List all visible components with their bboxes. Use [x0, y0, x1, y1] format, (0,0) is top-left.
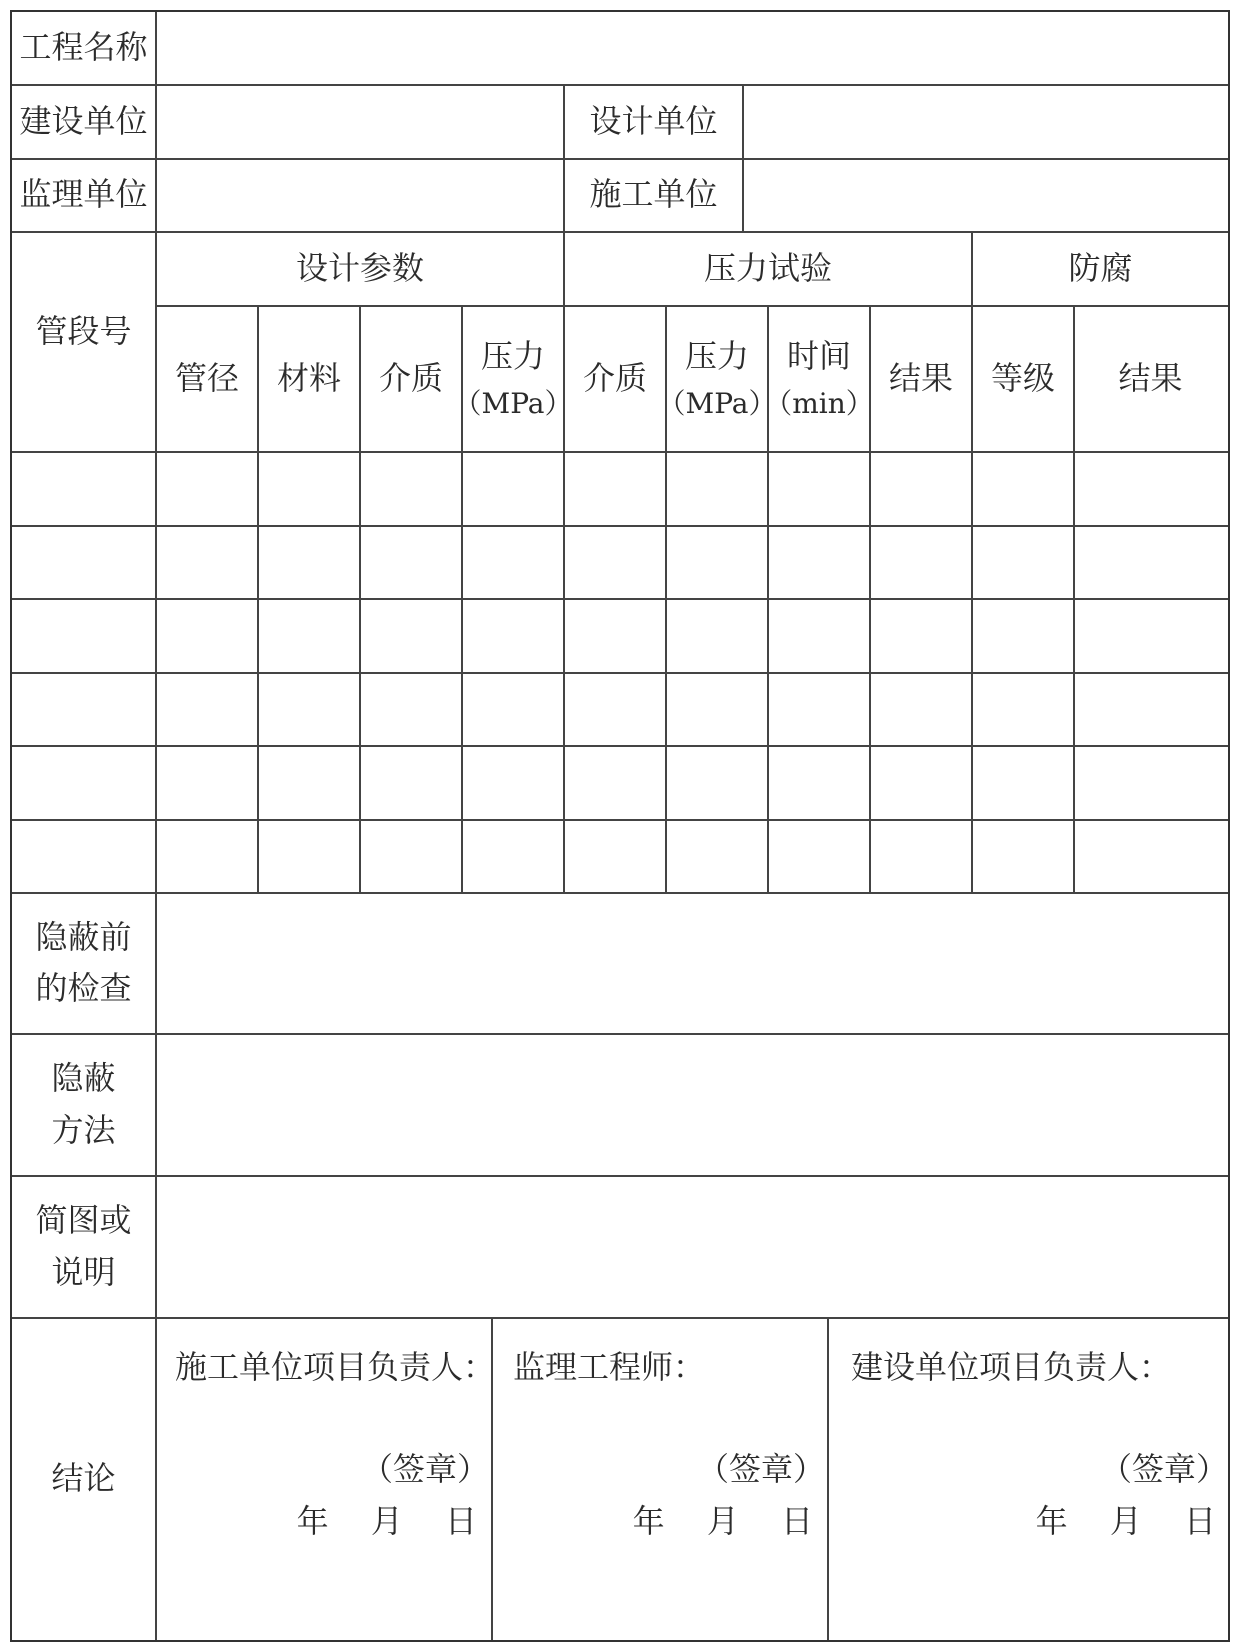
method-label-line1: 隐蔽	[51, 1059, 116, 1098]
column-header	[764, 306, 874, 451]
builder-field[interactable]	[157, 85, 563, 158]
table-cell[interactable]	[565, 452, 665, 525]
table-cell[interactable]	[871, 673, 971, 745]
method-label-line2: 方法	[51, 1110, 116, 1149]
signer-date: 年 月 日	[296, 1502, 477, 1540]
signer-date: 年 月 日	[632, 1502, 813, 1540]
table-cell[interactable]	[973, 820, 1073, 892]
table-cell[interactable]	[871, 452, 971, 525]
table-cell[interactable]	[769, 746, 869, 819]
column-header	[565, 306, 665, 451]
signer-title: 监理工程师：	[513, 1348, 706, 1386]
table-cell[interactable]	[871, 526, 971, 598]
column-header	[657, 306, 777, 451]
anticorrosion-header: 防腐	[1068, 248, 1133, 287]
column-header-line1: 时间	[787, 336, 852, 375]
table-cell[interactable]	[361, 673, 461, 745]
sketch-label	[12, 1176, 155, 1317]
table-cell[interactable]	[361, 746, 461, 819]
table-cell[interactable]	[667, 673, 767, 745]
column-header	[1075, 306, 1226, 451]
signer-title: 建设单位项目负责人：	[851, 1348, 1172, 1386]
table-cell[interactable]	[259, 820, 359, 892]
sketch-field[interactable]	[157, 1176, 1228, 1317]
table-cell[interactable]	[565, 599, 665, 672]
signer-block-builder[interactable]	[829, 1318, 1228, 1640]
segment-cell[interactable]	[12, 599, 155, 672]
conclusion-label: 结论	[51, 1459, 116, 1498]
table-cell[interactable]	[463, 599, 563, 672]
table-cell[interactable]	[871, 746, 971, 819]
signer-seal: （签章）	[696, 1450, 825, 1488]
table-cell[interactable]	[1075, 599, 1226, 672]
pipe-concealment-record-form	[10, 10, 1230, 1642]
table-cell[interactable]	[973, 452, 1073, 525]
table-cell[interactable]	[463, 673, 563, 745]
table-cell[interactable]	[973, 526, 1073, 598]
table-cell[interactable]	[1075, 746, 1226, 819]
designer-field[interactable]	[744, 85, 1228, 158]
segment-cell[interactable]	[12, 673, 155, 745]
table-cell[interactable]	[973, 599, 1073, 672]
segment-cell[interactable]	[12, 746, 155, 819]
table-cell[interactable]	[667, 452, 767, 525]
designer-label: 设计单位	[589, 101, 718, 140]
pre-check-field[interactable]	[157, 893, 1228, 1033]
column-header	[871, 306, 971, 451]
table-cell[interactable]	[667, 820, 767, 892]
table-cell[interactable]	[259, 599, 359, 672]
method-field[interactable]	[157, 1034, 1228, 1175]
table-cell[interactable]	[973, 746, 1073, 819]
table-cell[interactable]	[157, 452, 257, 525]
table-cell[interactable]	[361, 599, 461, 672]
constructor-field[interactable]	[744, 159, 1228, 231]
table-cell[interactable]	[259, 452, 359, 525]
design-params-header: 设计参数	[295, 248, 424, 287]
column-header-line1: 压力	[481, 336, 546, 375]
segment-header: 管段号	[35, 311, 132, 350]
column-header-line1: 压力	[685, 336, 750, 375]
sketch-label-line2: 说明	[51, 1252, 116, 1291]
project-name-label: 工程名称	[19, 28, 148, 67]
table-cell[interactable]	[157, 746, 257, 819]
table-cell[interactable]	[157, 526, 257, 598]
signer-title: 施工单位项目负责人：	[175, 1348, 496, 1386]
signer-seal: （签章）	[1099, 1450, 1228, 1488]
column-header	[157, 306, 257, 451]
table-cell[interactable]	[157, 673, 257, 745]
table-cell[interactable]	[667, 746, 767, 819]
column-header	[361, 306, 461, 451]
table-cell[interactable]	[769, 599, 869, 672]
table-cell[interactable]	[463, 452, 563, 525]
table-cell[interactable]	[259, 526, 359, 598]
table-cell[interactable]	[565, 673, 665, 745]
table-cell[interactable]	[259, 746, 359, 819]
column-header	[973, 306, 1073, 451]
column-header-line1: 等级	[990, 358, 1055, 397]
builder-label: 建设单位	[19, 101, 148, 140]
table-cell[interactable]	[259, 673, 359, 745]
table-cell[interactable]	[565, 526, 665, 598]
table-cell[interactable]	[565, 820, 665, 892]
table-cell[interactable]	[973, 673, 1073, 745]
supervisor-field[interactable]	[157, 159, 563, 231]
segment-cell[interactable]	[12, 526, 155, 598]
table-cell[interactable]	[361, 820, 461, 892]
pre-check-label-line1: 隐蔽前	[35, 917, 132, 956]
column-header-line1: 介质	[378, 358, 443, 397]
table-cell[interactable]	[1075, 452, 1226, 525]
column-header-line1: 管径	[174, 358, 239, 397]
pressure-test-header: 压力试验	[703, 248, 832, 287]
table-cell[interactable]	[871, 599, 971, 672]
constructor-label: 施工单位	[589, 175, 718, 214]
table-cell[interactable]	[463, 746, 563, 819]
column-header-line1: 结果	[888, 358, 953, 397]
signer-seal: （签章）	[360, 1450, 489, 1488]
segment-cell[interactable]	[12, 820, 155, 892]
pre-check-label-line2: 的检查	[35, 969, 132, 1007]
supervisor-label: 监理单位	[19, 175, 148, 214]
table-cell[interactable]	[871, 820, 971, 892]
segment-cell[interactable]	[12, 452, 155, 525]
column-header-line2: （min）	[764, 386, 874, 420]
table-cell[interactable]	[769, 673, 869, 745]
table-cell[interactable]	[157, 820, 257, 892]
signer-date: 年 月 日	[1035, 1502, 1216, 1540]
column-header	[453, 306, 573, 451]
table-cell[interactable]	[157, 599, 257, 672]
column-header-line2: （MPa）	[453, 386, 573, 420]
table-cell[interactable]	[1075, 526, 1226, 598]
table-cell[interactable]	[667, 599, 767, 672]
column-header-line1: 介质	[582, 358, 647, 397]
signer-block-supervisor[interactable]	[493, 1318, 827, 1640]
table-cell[interactable]	[769, 820, 869, 892]
table-cell[interactable]	[667, 526, 767, 598]
pre-check-label	[12, 893, 155, 1033]
table-cell[interactable]	[463, 526, 563, 598]
sketch-label-line1: 简图或	[35, 1201, 132, 1240]
method-label	[12, 1034, 155, 1175]
project-name-field[interactable]	[157, 12, 1228, 84]
table-cell[interactable]	[361, 526, 461, 598]
table-cell[interactable]	[1075, 673, 1226, 745]
table-cell[interactable]	[361, 452, 461, 525]
column-header-line2: （MPa）	[657, 386, 777, 420]
table-cell[interactable]	[769, 526, 869, 598]
column-header	[259, 306, 359, 451]
column-header-line1: 材料	[276, 358, 341, 397]
table-cell[interactable]	[463, 820, 563, 892]
signer-block-constructor[interactable]	[157, 1318, 496, 1640]
table-cell[interactable]	[769, 452, 869, 525]
table-cell[interactable]	[1075, 820, 1226, 892]
column-header-line1: 结果	[1118, 358, 1183, 397]
table-cell[interactable]	[565, 746, 665, 819]
